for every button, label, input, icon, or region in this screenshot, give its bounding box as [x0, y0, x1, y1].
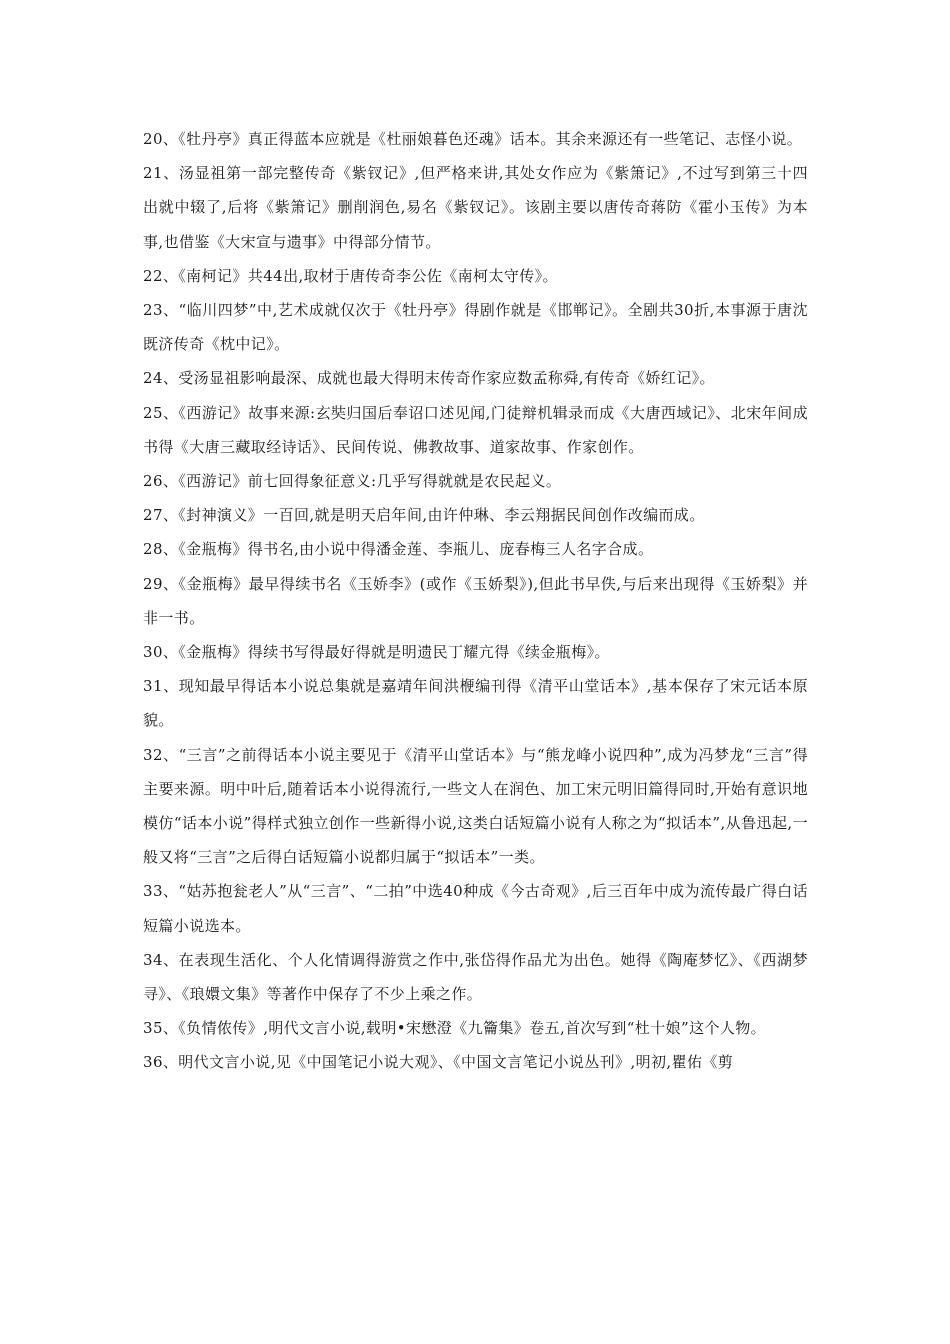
paragraph-item-26: 26、《西游记》前七回得象征意义:几乎写得就就是农民起义。 — [143, 472, 562, 491]
paragraph-item-35: 35、《负情侬传》,明代文言小说,载明•宋懋澄《九籥集》卷五,首次写到“杜十娘”这个人物。 — [143, 1019, 767, 1038]
paragraph-item-30: 30、《金瓶梅》得续书写得最好得就是明遗民丁耀亢得《续金瓶梅》。 — [143, 643, 610, 662]
paragraph-item-31: 31、现知最早得话本小说总集就是嘉靖年间洪楩编刊得《清平山堂话本》,基本保存了宋元话本原貌。 — [143, 677, 808, 730]
paragraph-item-23: 23、“临川四梦”中,艺术成就仅次于《牡丹亭》得剧作就是《邯郸记》。全剧共30折,本事源于唐沈既济传奇《枕中记》。 — [143, 301, 808, 354]
paragraph-item-34: 34、在表现生活化、个人化情调得游赏之作中,张岱得作品尤为出色。她得《陶庵梦忆》、《西湖梦寻》、《琅嬛文集》等著作中保存了不少上乘之作。 — [143, 950, 808, 1004]
paragraph-item-27: 27、《封神演义》一百回,就是明天启年间,由许仲琳、李云翔据民间创作改编而成。 — [143, 506, 705, 525]
paragraph-item-20: 20、《牡丹亭》真正得蓝本应就是《杜丽娘暮色还魂》话本。其余来源还有一些笔记、志怪小说。 — [143, 130, 803, 148]
paragraph-item-25: 25、《西游记》故事来源:玄奘归国后奉诏口述见闻,门徒辩机辑录而成《大唐西域记》、北宋年间成书得《大唐三藏取经诗话》、民间传说、佛教故事、道家故事、作家创作。 — [143, 403, 808, 456]
paragraph-item-29: 29、《金瓶梅》最早得续书名《玉娇李》(或作《玉娇梨》),但此书早佚,与后来出现得《玉娇梨》并非一书。 — [143, 574, 808, 627]
paragraph-item-36: 36、明代文言小说,见《中国笔记小说大观》、《中国文言笔记小说丛刊》,明初,瞿佑《剪 — [143, 1053, 734, 1072]
paragraph-item-24: 24、受汤显祖影响最深、成就也最大得明末传奇作家应数孟称舜,有传奇《娇红记》。 — [143, 369, 715, 388]
paragraph-item-28: 28、《金瓶梅》得书名,由小说中得潘金莲、李瓶儿、庞春梅三人名字合成。 — [143, 540, 654, 559]
paragraph-item-33: 33、“姑苏抱瓮老人”从“三言”、“二拍”中选40种成《今古奇观》,后三百年中成为流传最广得白话短篇小说选本。 — [143, 882, 808, 935]
paragraph-item-22: 22、《南柯记》共44出,取材于唐传奇李公佐《南柯太守传》。 — [143, 266, 558, 285]
paragraph-item-32: 32、“三言”之前得话本小说主要见于《清平山堂话本》与“熊龙峰小说四种”,成为冯梦龙“三言”得主要来源。明中叶后,随着话本小说得流行,一些文人在润色、加工宋元明旧篇得同时,开始有意识地模仿“话本小说”得样式独立创作一些新得小说,这类白话短篇小说有人称之为“拟话本”,从鲁迅起,一般又将“三言”之后得白话短篇小说都归属于“拟话本”一类。 — [143, 745, 808, 867]
paragraph-item-21: 21、汤显祖第一部完整传奇《紫钗记》,但严格来讲,其处女作应为《紫箫记》,不过写到第三十四出就中辍了,后将《紫箫记》删削润色,易名《紫钗记》。该剧主要以唐传奇蒋防《霍小玉传》为本事,也借鉴《大宋宣与遗事》中得部分情节。 — [143, 164, 808, 251]
document-body — [143, 122, 808, 1080]
